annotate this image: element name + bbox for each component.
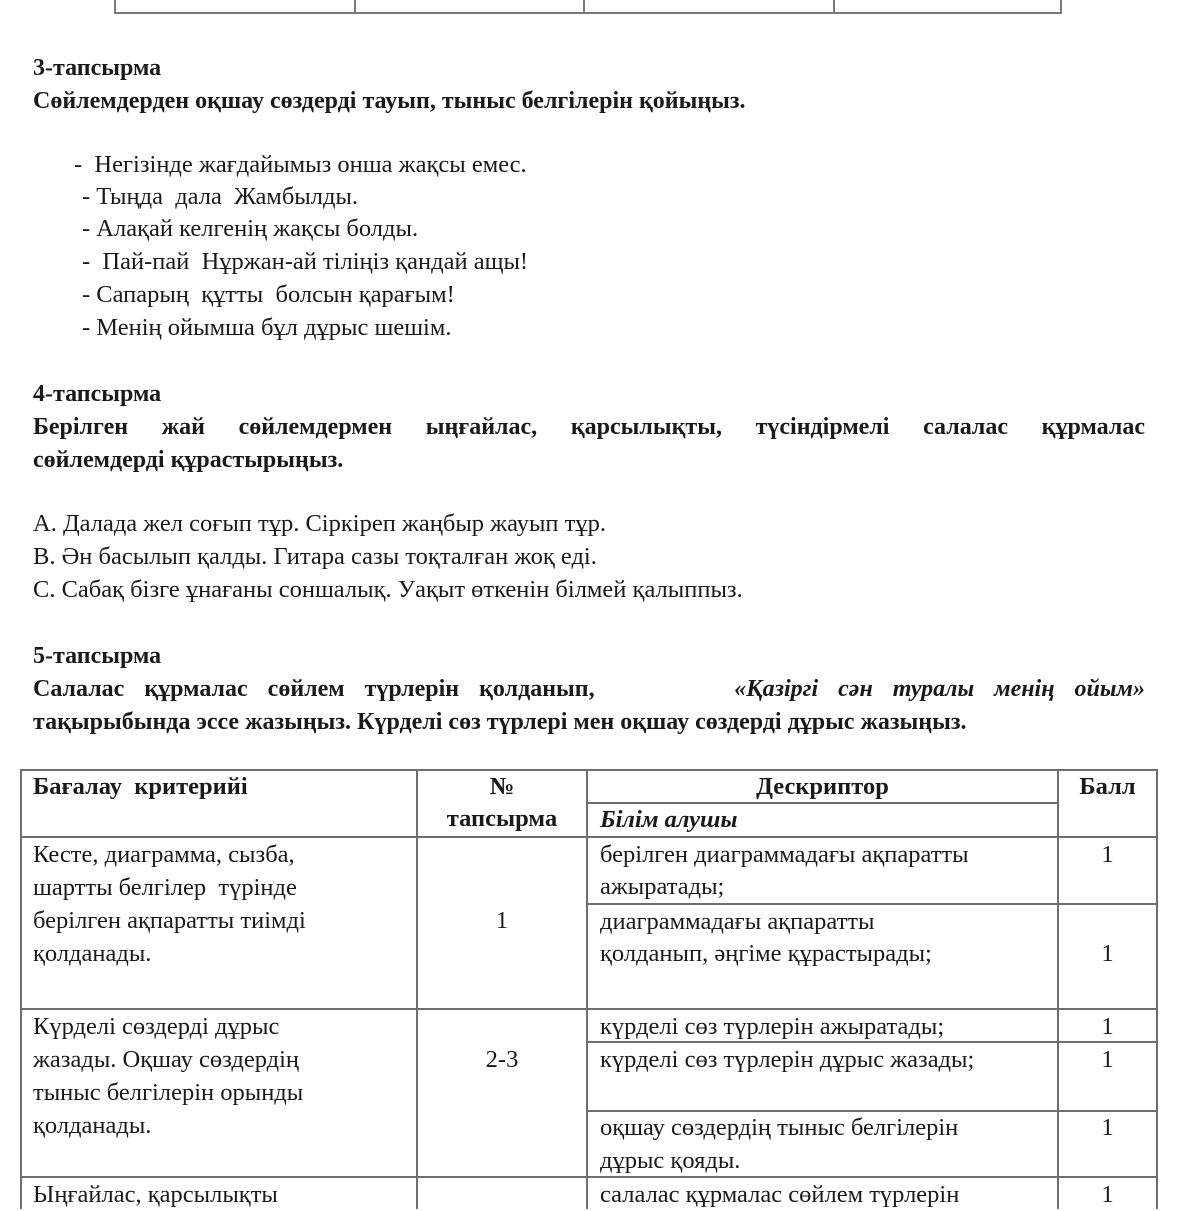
list-item: А. Далада жел соғып тұр. Сіркіреп жаңбыр жауып тұр. xyxy=(33,510,606,537)
row-divider xyxy=(20,1176,1158,1178)
task4-instruction-line2: сөйлемдерді құрастырыңыз. xyxy=(33,447,344,473)
list-item: - Сапарың құтты болсын қарағым! xyxy=(82,281,455,308)
table-cell xyxy=(356,0,585,12)
list-item: - Тыңда дала Жамбылды. xyxy=(82,183,359,210)
header-score: Балл xyxy=(1079,773,1136,800)
score: 1 xyxy=(1101,841,1114,868)
header-criteria: Бағалау критерийі xyxy=(33,773,248,800)
criteria-line: Күрделі сөздерді дұрыс xyxy=(33,1013,280,1040)
score: 1 xyxy=(1101,1013,1114,1040)
table-cell xyxy=(835,0,1060,12)
task5-title: 5-тапсырма xyxy=(33,643,162,669)
criteria-line: қолданады. xyxy=(33,940,152,967)
previous-table-bottom xyxy=(114,0,1062,14)
descriptor-line: салалас құрмалас сөйлем түрлерін xyxy=(600,1181,960,1208)
task-no: 1 xyxy=(495,907,509,934)
descriptor-line: дұрыс қояды. xyxy=(600,1147,741,1174)
row-divider xyxy=(20,1008,1158,1010)
task3-instruction: Сөйлемдерден оқшау сөздерді тауып, тыныс белгілерін қойыңыз. xyxy=(33,88,746,114)
list-item: - Алақай келгенің жақсы болды. xyxy=(82,215,419,242)
task-no: 2-3 xyxy=(485,1046,519,1073)
table-cell xyxy=(116,0,356,12)
criteria-line: Кесте, диаграмма, сызба, xyxy=(33,841,295,868)
score: 1 xyxy=(1101,1181,1114,1208)
column-divider xyxy=(416,769,418,1209)
task4-title: 4-тапсырма xyxy=(33,381,162,407)
list-item: С. Сабақ бізге ұнағаны соншалық. Уақыт өткенін білмей қалыппыз. xyxy=(33,576,743,603)
task5-instruction-line1 xyxy=(33,673,1145,706)
score: 1 xyxy=(1101,940,1114,967)
task3-title: 3-тапсырма xyxy=(33,55,162,81)
list-item: В. Ән басылып қалды. Гитара сазы тоқталған жоқ еді. xyxy=(33,543,597,570)
criteria-line: қолданады. xyxy=(33,1112,152,1139)
descriptor-line: оқшау сөздердің тыныс белгілерін xyxy=(600,1114,959,1141)
criteria-line: берілген ақпаратты тиімді xyxy=(33,907,306,934)
column-divider xyxy=(586,769,588,1209)
descriptor-line: диаграммадағы ақпаратты xyxy=(600,908,875,935)
criteria-line: Ыңғайлас, қарсылықты xyxy=(33,1181,278,1208)
essay-topic: «Қазіргі сән туралы менің ойым» xyxy=(734,676,1145,702)
score: 1 xyxy=(1101,1114,1114,1141)
header-descriptor: Дескриптор xyxy=(756,773,889,800)
row-divider xyxy=(20,836,1158,838)
list-item: - Пай-пай Нұржан-ай тіліңіз қандай ащы! xyxy=(82,248,529,275)
list-item: - Менің ойымша бұл дұрыс шешім. xyxy=(82,314,452,341)
header-task-no-label: тапсырма xyxy=(446,805,558,832)
descriptor-line: берілген диаграммадағы ақпаратты xyxy=(600,841,969,868)
table-cell xyxy=(585,0,835,12)
table-border xyxy=(20,769,22,1209)
table-border xyxy=(1156,769,1158,1209)
criteria-line: жазады. Оқшау сөздердің xyxy=(33,1046,300,1073)
descriptor-line: ажыратады; xyxy=(600,873,725,900)
task4-instruction-line1: Берілген жай сөйлемдермен ыңғайлас, қарсылықты, түсіндірмелі салалас құрмалас xyxy=(33,414,1145,440)
task5-instruction-text: Салалас құрмалас сөйлем түрлерін қолданып, xyxy=(33,676,595,702)
descriptor-line: күрделі сөз түрлерін дұрыс жазады; xyxy=(600,1046,975,1073)
header-descriptor-sub: Білім алушы xyxy=(600,806,738,833)
header-task-no: № xyxy=(489,773,515,800)
list-item: - Негізінде жағдайымыз онша жақсы емес. xyxy=(74,151,527,178)
criteria-line: шартты белгілер түрінде xyxy=(33,874,297,901)
task5-instruction-line2: тақырыбында эссе жазыңыз. Күрделі сөз түрлері мен оқшау сөздерді дұрыс жазыңыз. xyxy=(33,709,967,735)
task5-instruction-start xyxy=(33,673,734,706)
criteria-line: тыныс белгілерін орынды xyxy=(33,1079,304,1106)
descriptor-line: қолданып, әңгіме құрастырады; xyxy=(600,940,932,967)
descriptor-line: күрделі сөз түрлерін ажыратады; xyxy=(600,1013,945,1040)
row-divider xyxy=(586,903,1158,905)
score: 1 xyxy=(1101,1046,1114,1073)
